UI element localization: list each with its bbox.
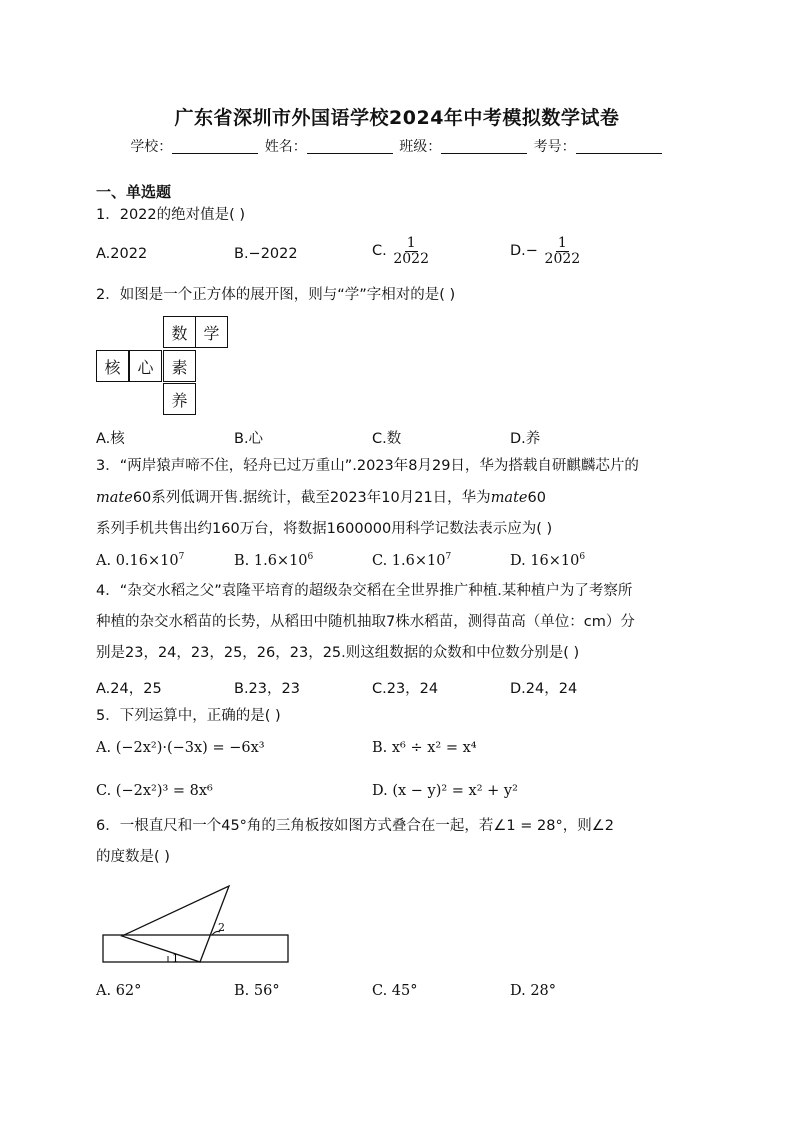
q3-option-c[interactable] — [372, 552, 451, 569]
q1-option-c-label: C. — [372, 243, 387, 260]
school-label: 学校： — [130, 139, 173, 155]
q5-option-d[interactable]: D. (x − y)² = x² + y² — [372, 783, 518, 799]
q3-option-d[interactable] — [510, 552, 585, 569]
question-3-line-2 — [96, 490, 546, 507]
name-blank[interactable] — [307, 139, 393, 154]
option-exponent: 7 — [445, 552, 452, 562]
option-base: B. 1.6×10 — [234, 552, 308, 569]
fraction-numerator: 1 — [557, 235, 567, 251]
q4-option-c[interactable]: C.23，24 — [372, 681, 439, 697]
mate-text: mate — [96, 490, 133, 506]
q5-option-b[interactable]: B. x⁶ ÷ x² = x⁴ — [372, 740, 477, 756]
question-4-line-3: 别是23，24，23，25，26，23，25.则这组数据的众数和中位数分别是( ) — [96, 645, 580, 661]
q1-option-a[interactable]: A.2022 — [96, 246, 148, 262]
q2-option-a[interactable]: A.核 — [96, 431, 125, 447]
q5-option-c[interactable]: C. (−2x²)³ = 8x⁶ — [96, 783, 213, 799]
net-cell: 学 — [195, 316, 228, 348]
net-cell: 素 — [163, 350, 196, 382]
exam-number-label: 考号： — [533, 139, 576, 155]
fraction-numerator: 1 — [406, 235, 416, 251]
question-4-line-1: 4．“杂交水稻之父”袁隆平培育的超级杂交稻在全世界推广种植.某种植户为了考察所 — [96, 583, 633, 599]
fraction-denominator: 2022 — [544, 250, 581, 267]
question-6-line-1: 6．一根直尺和一个45°角的三角板按如图方式叠合在一起，若∠1 = 28°，则∠2 — [96, 818, 614, 834]
q1-option-b[interactable]: B.−2022 — [234, 246, 298, 262]
ruler-triangle-figure — [100, 882, 292, 968]
class-blank[interactable] — [441, 139, 527, 154]
cube-net-figure — [96, 316, 236, 418]
q3-line-2-end: 60 — [527, 490, 546, 506]
option-base: D. 16×10 — [510, 552, 580, 569]
q1-option-d-label: D.− — [510, 243, 538, 260]
q2-option-c[interactable]: C.数 — [372, 431, 402, 447]
question-1: 1．2022的绝对值是( ) — [96, 207, 246, 223]
net-cell: 数 — [163, 316, 196, 348]
mate-text: mate — [490, 490, 528, 506]
triangle-shape — [122, 886, 229, 962]
q6-option-c[interactable]: C. 45° — [372, 983, 418, 999]
student-info-line — [0, 136, 794, 156]
option-exponent: 6 — [579, 552, 586, 562]
q2-option-d[interactable]: D.养 — [510, 431, 541, 447]
q4-option-a[interactable]: A.24，25 — [96, 681, 162, 697]
section-title: 一、单选题 — [96, 183, 172, 201]
q3-option-b[interactable] — [234, 552, 313, 569]
q4-option-d[interactable]: D.24，24 — [510, 681, 578, 697]
question-3-line-3: 系列手机共售出约160万台，将数据1600000用科学记数法表示应为( ) — [96, 521, 553, 537]
question-5: 5．下列运算中，正确的是( ) — [96, 708, 281, 724]
net-cell: 养 — [163, 383, 196, 415]
exam-number-blank[interactable] — [576, 139, 662, 154]
option-base: C. 1.6×10 — [372, 552, 446, 569]
question-4-line-2: 种植的杂交水稻苗的长势，从稻田中随机抽取7株水稻苗，测得苗高（单位：cm）分 — [96, 614, 635, 630]
q2-option-b[interactable]: B.心 — [234, 431, 264, 447]
q6-option-d[interactable]: D. 28° — [510, 983, 557, 999]
option-base: A. 0.16×10 — [96, 552, 179, 569]
q3-line-2-text: 60系列低调开售.据统计，截至2023年10月21日，华为 — [132, 490, 491, 506]
fraction-denominator: 2022 — [393, 250, 429, 267]
q6-option-b[interactable]: B. 56° — [234, 983, 280, 999]
option-exponent: 7 — [178, 552, 185, 562]
angle-2-label: 2 — [218, 921, 225, 934]
class-label: 班级： — [399, 139, 442, 155]
q1-option-d-fraction — [543, 236, 583, 266]
q1-option-c[interactable] — [372, 236, 431, 266]
q1-option-c-fraction — [391, 236, 431, 266]
net-cell: 心 — [129, 350, 162, 382]
question-2: 2．如图是一个正方体的展开图，则与“学”字相对的是( ) — [96, 287, 456, 303]
question-3-line-1: 3．“两岸猿声啼不住，轻舟已过万重山”.2023年8月29日，华为搭载自研麒麟芯片的 — [96, 458, 639, 474]
q5-option-a[interactable]: A. (−2x²)·(−3x) = −6x³ — [96, 740, 265, 756]
option-exponent: 6 — [307, 552, 314, 562]
q3-option-a[interactable] — [96, 552, 184, 569]
net-cell: 核 — [96, 350, 129, 382]
school-blank[interactable] — [172, 139, 258, 154]
q4-option-b[interactable]: B.23，23 — [234, 681, 300, 697]
name-label: 姓名： — [264, 139, 307, 155]
exam-title: 广东省深圳市外国语学校2024年中考模拟数学试卷 — [174, 107, 620, 129]
angle-1-label: 1 — [172, 952, 179, 965]
q1-option-d[interactable] — [510, 236, 582, 266]
q6-option-a[interactable]: A. 62° — [96, 983, 142, 999]
question-6-line-2: 的度数是( ) — [96, 849, 170, 865]
